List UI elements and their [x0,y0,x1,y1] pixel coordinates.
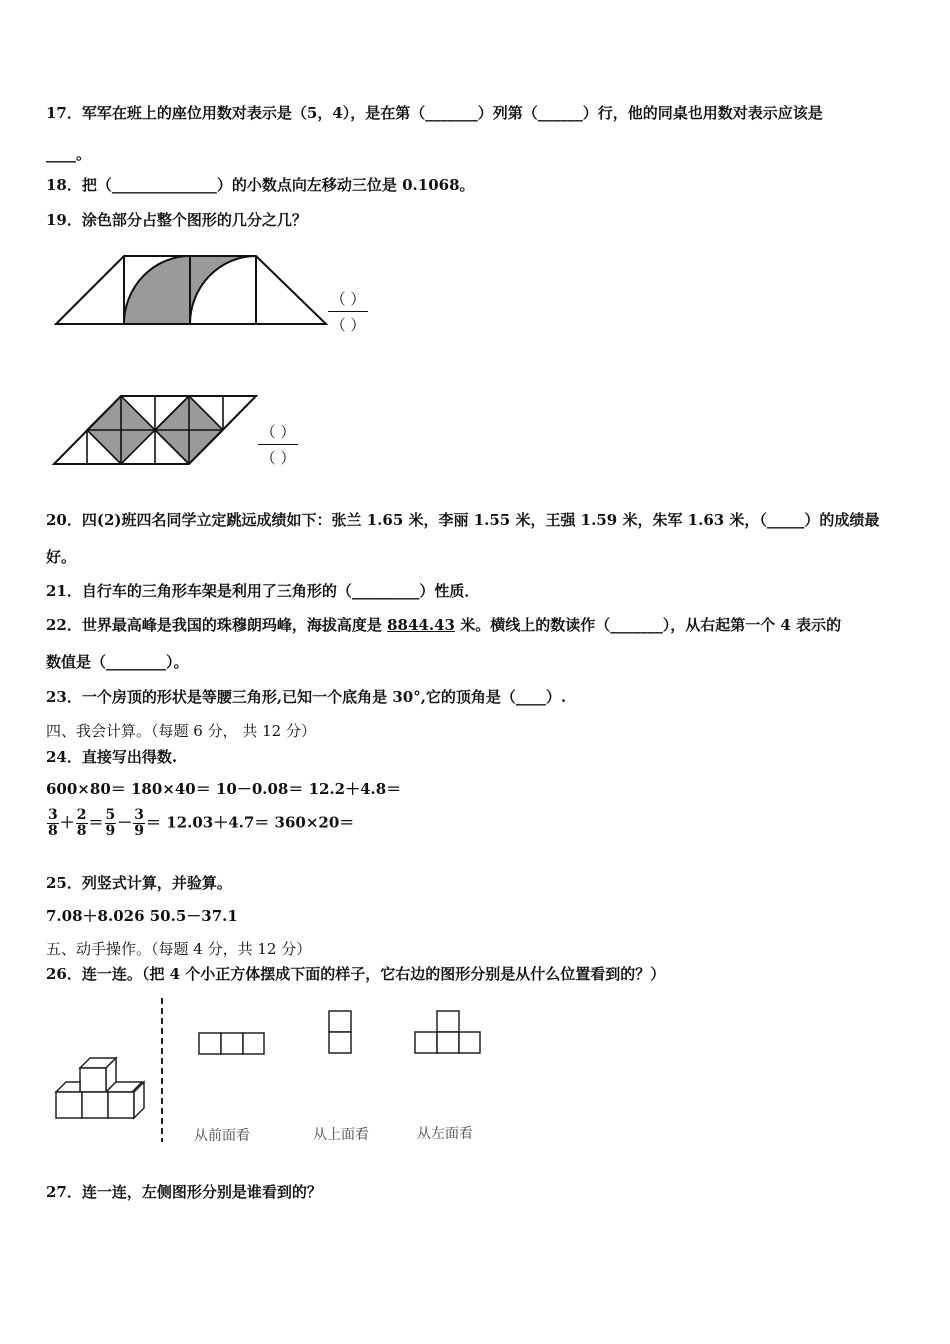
q23-text: 23．一个房顶的形状是等腰三角形,已知一个底角是 30°,它的顶角是（____）. [46,688,567,706]
top-view-figure [327,1009,355,1057]
q26-text: 26．连一连。（把 4 个小正方体摆成下面的样子，它右边的图形分别是从什么位置看到的？） [46,965,666,983]
fraction-3-8: $\frac{3}{8}$ [48,807,58,839]
q22-line1: 22．世界最高峰是我国的珠穆朗玛峰，海拔高度是 8844.43 米。横线上的数读作（_______），从右起第一个 4 表示的 [46,616,842,634]
q25-text: 25．列竖式计算，并验算。 [46,874,232,892]
caption-front-view: 从前面看 [194,1128,250,1144]
q20-line2: 好。 [46,548,77,566]
q19-trapezoid-figure [54,252,330,328]
left-view-figure [413,1009,483,1057]
q24-text: 24．直接写出得数. [46,748,178,766]
q19-fraction-1 [328,288,368,335]
answer-denominator-1[interactable]: （ ） [330,316,366,334]
fraction-2-8: $\frac{2}{8}$ [76,807,87,839]
fraction-3-9: $\frac{3}{9}$ [134,807,145,839]
answer-numerator-1[interactable]: （ ） [330,290,366,308]
q24-row1: 600×80＝ 180×40＝ 10－0.08＝ 12.2＋4.8＝ [46,780,402,798]
answer-denominator-2[interactable]: （ ） [260,449,296,467]
q19-parallelogram-figure [52,394,258,468]
answer-numerator-2[interactable]: （ ） [260,423,296,441]
caption-left-view: 从左面看 [417,1126,473,1142]
q17-line2: ____。 [46,145,92,163]
q19-text: 19．涂色部分占整个图形的几分之几？ [46,211,307,229]
caption-top-view: 从上面看 [313,1127,369,1143]
dashed-divider [158,996,166,1144]
front-view-figure [197,1031,267,1057]
underlined-number: 8844.43 [387,616,455,634]
q25-expressions: 7.08＋8.026 50.5－37.1 [46,907,238,925]
q22-line2: 数值是（________）。 [46,653,189,671]
fraction-5-9: $\frac{5}{9}$ [105,807,116,839]
q20-line1: 20．四(2)班四名同学立定跳远成绩如下：张兰 1.65 米，李丽 1.55 米，王强 1.59 米，朱军 1.63 米，（_____）的成绩最 [46,511,880,529]
q24-row2: $\frac{3}{8}$ ＋ $\frac{2}{8}$ ＝ $\frac{5}{9}$ － $\frac{3}{9}$ ＝ 12.03＋4.7＝ 360×20＝ [48,807,355,839]
shaded-quarter-circle-1 [124,256,190,324]
q21-text: 21．自行车的三角形车架是利用了三角形的（_________）性质． [46,582,480,600]
section-4-heading: 四、我会计算。（每题 6 分， 共 12 分） [46,722,316,740]
q27-text: 27．连一连，左侧图形分别是谁看到的？ [46,1183,322,1201]
section-5-heading: 五、动手操作。（每题 4 分，共 12 分） [46,940,312,958]
q18-text: 18．把（______________）的小数点向左移动三位是 0.1068。 [46,176,475,194]
q26-cube-stack-figure [52,1052,152,1124]
q19-fraction-2 [258,421,298,468]
q17-line1: 17．军军在班上的座位用数对表示是（5，4），是在第（_______）列第（______）行，他的同桌也用数对表示应该是 [46,104,823,122]
